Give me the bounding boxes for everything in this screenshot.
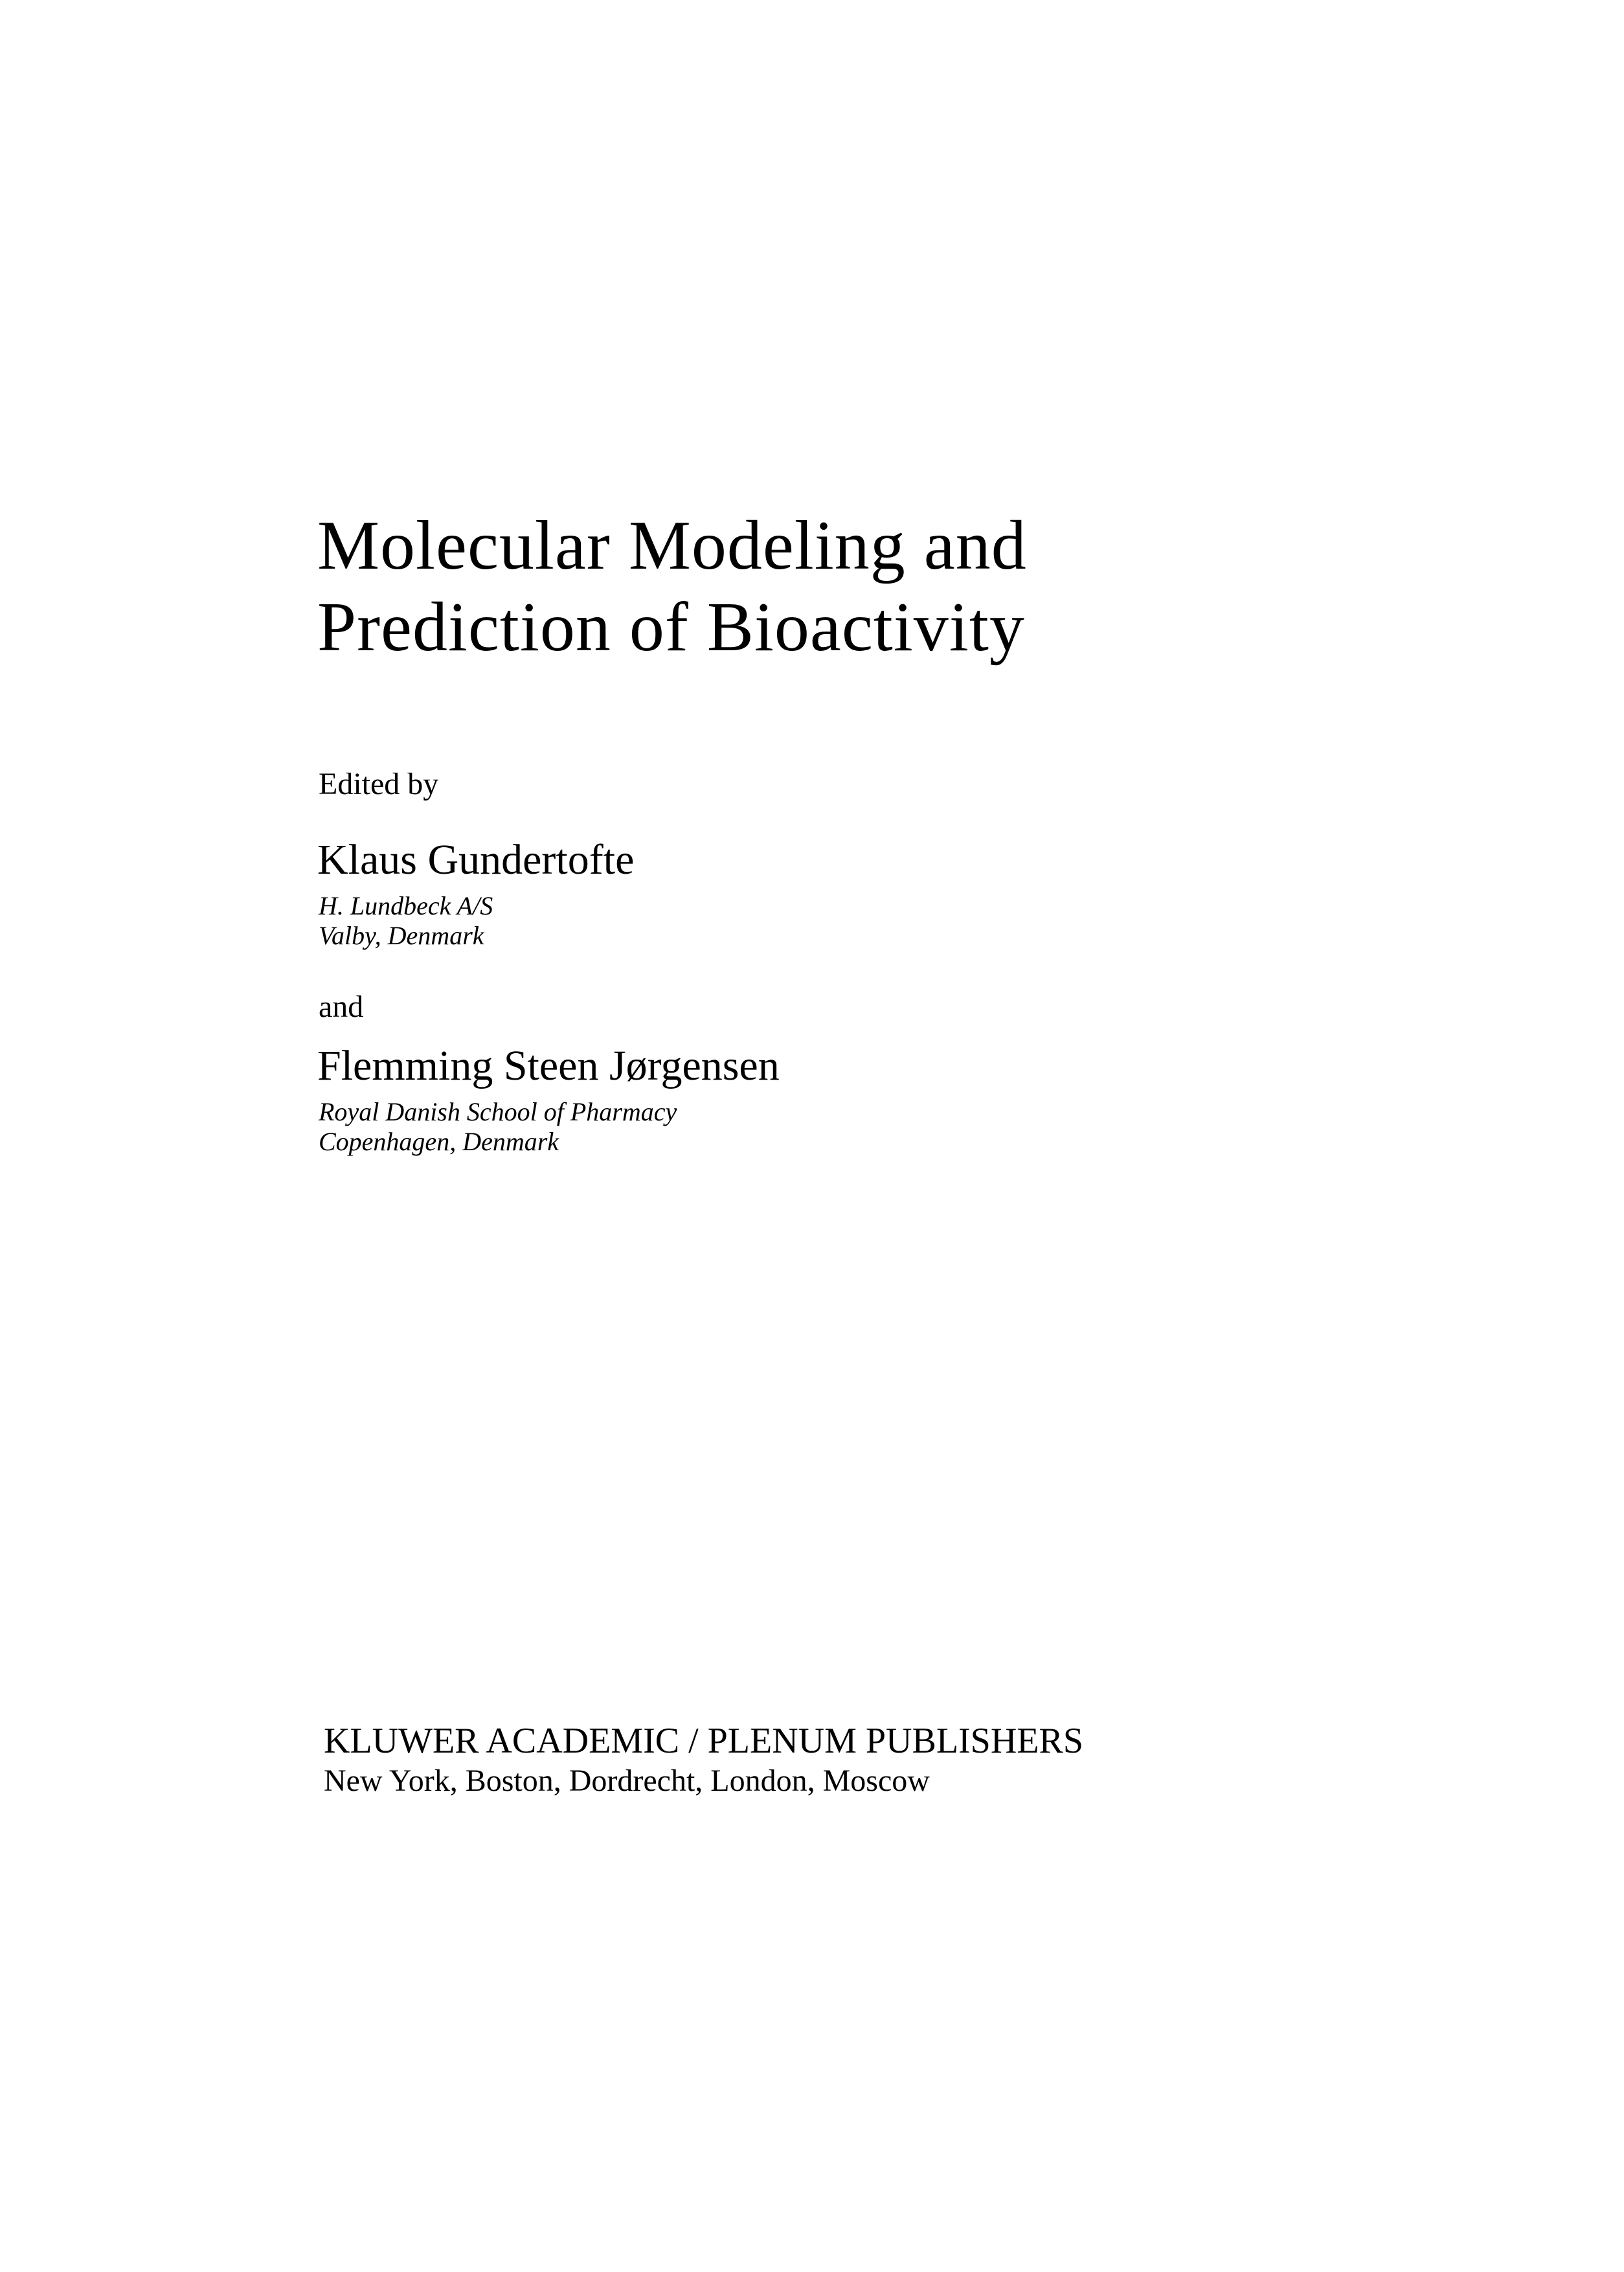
editor-2-affiliation-line-2: Copenhagen, Denmark <box>319 1127 559 1156</box>
editor-1-name: Klaus Gundertofte <box>317 836 635 883</box>
publisher-cities: New York, Boston, Dordrecht, London, Moscow <box>324 1764 930 1798</box>
editor-1-affiliation-line-2: Valby, Denmark <box>319 921 484 950</box>
editor-2-affiliation-line-1: Royal Danish School of Pharmacy <box>319 1097 677 1126</box>
book-title <box>317 505 1027 668</box>
book-title-line-2: Prediction of Bioactivity <box>317 589 1025 666</box>
edited-by-label: Edited by <box>319 767 439 801</box>
and-conjunction: and <box>319 990 364 1024</box>
publisher-name: KLUWER ACADEMIC / PLENUM PUBLISHERS <box>324 1721 1083 1761</box>
book-title-line-1: Molecular Modeling and <box>317 507 1027 584</box>
editor-2-name: Flemming Steen Jørgensen <box>317 1042 780 1089</box>
editor-1-affiliation-line-1: H. Lundbeck A/S <box>319 891 493 920</box>
